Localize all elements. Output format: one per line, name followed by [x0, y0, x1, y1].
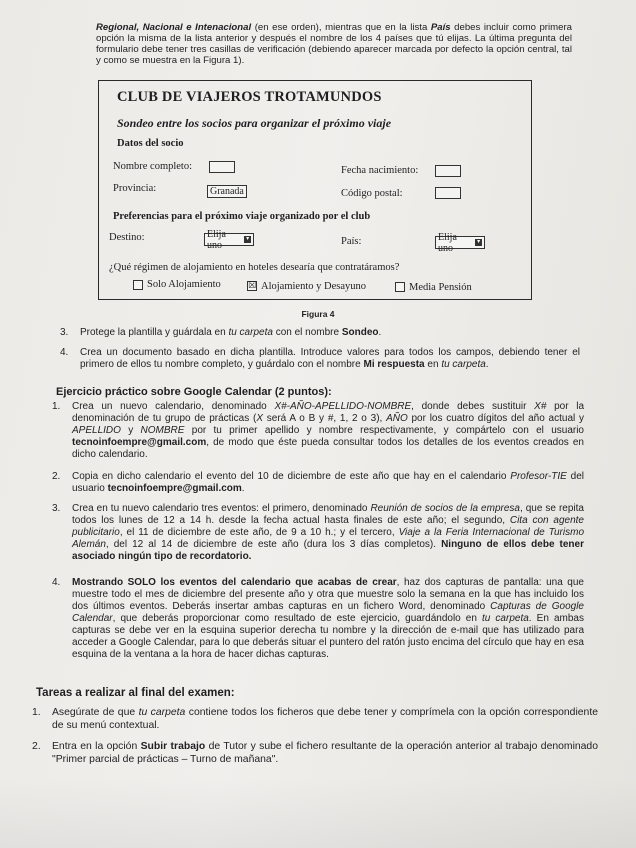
intro-paragraph	[96, 22, 572, 66]
option-label-alojamiento-desayuno: Alojamiento y Desayuno	[261, 281, 366, 292]
item-text: del usuario	[72, 471, 584, 494]
item-text-bold: Subir trabajo	[140, 741, 206, 752]
item-text-italic: APELLIDO	[72, 425, 121, 436]
item-text: , de modo que éste pueda consultar todos los detalles de los eventos creados en dicho calendario.	[72, 437, 584, 460]
label-destino: Destino:	[109, 232, 145, 243]
step-text: con el nombre	[272, 327, 342, 338]
item-text: contiene todos los ficheros que debe tener y comprímela con la opción correspondiente de su menú contextual.	[52, 707, 598, 731]
list-number: 3.	[60, 327, 69, 338]
intro-text-4: debes incluir como primera opción la misma de la lista anterior y después el nombre de los 4 países que tú elijas. La última pregunta del formulario debe tener tres casillas de verificación (debiendo aparecer marcada por defecto la opción central, tal y como se muestra en la Figura 1).	[96, 22, 572, 66]
intro-text-2: (en ese orden), mientras que en la lista	[251, 22, 431, 33]
list-number: 1.	[52, 401, 61, 412]
item-text-italic: Profesor-TIE	[510, 471, 567, 482]
list-number: 3.	[52, 503, 61, 514]
form-title: CLUB DE VIAJEROS TROTAMUNDOS	[117, 89, 382, 105]
item-text-italic: X	[256, 413, 263, 424]
provincia-value: Granada	[210, 186, 244, 197]
option-label-solo-alojamiento: Solo Alojamiento	[147, 279, 221, 290]
cp-field[interactable]	[435, 187, 461, 199]
item-text: , 1, 2 o 3),	[333, 413, 387, 424]
label-nombre: Nombre completo:	[113, 161, 193, 172]
fecha-field[interactable]	[435, 165, 461, 177]
item-text: , donde debes sustituir	[411, 401, 535, 412]
item-text: , haz dos capturas de pantalla: una que muestre todo el mes de diciembre del presente año y otra que muestre solo la semana en la que has incluido los dos últimos eventos. Deberás insertar ambas capturas en un fichero Word, denominado	[72, 577, 584, 612]
item-text: por los cuatro dígitos del año actual y	[407, 413, 584, 424]
item-text-italic: #	[327, 413, 334, 424]
destino-value: Elija uno	[207, 228, 226, 251]
intro-emphasis-1: Regional, Nacional e Intenacional	[96, 22, 252, 33]
item-text: de Tutor y sube el fichero resultante de la operación anterior al trabajo denominado "Primer parcial de prácticas – Turno de mañana".	[52, 741, 598, 765]
label-cp: Código postal:	[341, 188, 403, 199]
label-pais: País:	[341, 236, 362, 247]
step-text: .	[485, 359, 489, 370]
step-text-italic: tu carpeta	[441, 359, 486, 370]
step-text-bold: Sondeo	[341, 327, 379, 338]
item-text-italic: tu carpeta	[138, 707, 186, 718]
label-provincia: Provincia:	[113, 183, 157, 194]
checkbox-solo-alojamiento[interactable]	[133, 280, 143, 290]
item-text-italic: Reunión de socios de la empresa	[370, 503, 520, 514]
item-text: Entra en la opción	[52, 741, 141, 752]
item-text: y	[120, 425, 141, 436]
item-text-bold: Mostrando SOLO los eventos del calendario que acabas de crear	[72, 577, 397, 588]
list-number: 4.	[60, 347, 69, 358]
item-text: será A o B y	[263, 413, 328, 424]
dropdown-arrow-icon: ▾	[477, 239, 481, 245]
form-subtitle: Sondeo entre los socios para organizar el próximo viaje	[117, 116, 392, 130]
provincia-field[interactable]	[207, 185, 247, 198]
item-text: , que deberás proporcionar como resultado de este ejercicio, guardándolo en	[112, 613, 483, 624]
step-text: .	[378, 327, 382, 338]
item-text: Crea un nuevo calendario, denominado	[72, 401, 275, 412]
item-text: Copia en dicho calendario el evento del 10 de diciembre de este año que hay en el calendario	[72, 471, 511, 482]
section-preferencias: Preferencias para el próximo viaje organizado por el club	[113, 211, 371, 222]
nombre-field[interactable]	[209, 161, 235, 173]
item-text-italic: tu carpeta	[482, 613, 529, 624]
item-text-italic: AÑO	[386, 413, 408, 424]
item-text-italic: X#-AÑO-APELLIDO-NOMBRE	[274, 401, 412, 412]
step-text-italic: tu carpeta	[228, 327, 273, 338]
label-fecha: Fecha nacimiento:	[341, 165, 419, 176]
list-number: 2.	[32, 741, 41, 752]
dropdown-arrow-icon: ▾	[246, 236, 250, 242]
item-text: .	[241, 483, 245, 494]
item-text-bold: Ninguno de ellos debe tener asociado ningún tipo de recordatorio.	[72, 539, 584, 562]
step-text-bold: Mi respuesta	[363, 359, 425, 370]
step-text: en	[424, 359, 442, 370]
checkbox-alojamiento-desayuno[interactable]: ☒	[248, 281, 257, 291]
pais-value: Elija uno	[438, 231, 457, 254]
calendar-heading: Ejercicio práctico sobre Google Calendar (2 puntos):	[56, 386, 332, 398]
item-text-bold: tecnoinfoempre@gmail.com	[107, 483, 242, 494]
photo-shadow	[0, 778, 636, 848]
item-text-italic: NOMBRE	[140, 425, 185, 436]
item-text: . En ambas capturas se debe ver en la esquina superior derecha tu nombre y la dirección de e-mail que has utilizado para acceder a Google Calendar, para lo que deberás situar el puntero del ratón justo encima del círculo que hay en esa esquina de la ventana a la hora de hacer dichas capturas.	[72, 613, 584, 660]
item-text-italic: Cita con agente publicitario	[72, 515, 584, 538]
checkbox-media-pension[interactable]	[395, 282, 405, 292]
step-text: Protege la plantilla y guárdala en	[80, 327, 229, 338]
item-text: , el 11 de diciembre de este año, de 9 a 10 h.; y el tercero,	[119, 527, 399, 538]
item-text: Crea en tu nuevo calendario tres eventos: el primero, denominado	[72, 503, 371, 514]
item-text: , del 12 al 14 de diciembre de este año (dura los 3 días completos).	[105, 539, 442, 550]
list-number: 4.	[52, 577, 61, 588]
item-text-bold: tecnoinfoempre@gmail.com	[72, 437, 207, 448]
item-text-italic: Capturas de Google Calendar	[72, 601, 584, 624]
alojamiento-question: ¿Qué régimen de alojamiento en hoteles desearía que contratáramos?	[109, 262, 400, 273]
destino-select[interactable]	[204, 228, 254, 251]
item-text: Asegúrate de que	[52, 707, 139, 718]
figure-caption: Figura 4	[301, 309, 335, 319]
section-socio: Datos del socio	[117, 138, 184, 149]
item-text: por la denominación de tu grupo de prácticas (	[72, 401, 585, 424]
item-text: , que se repita todos los lunes de 12 a 14 h. desde la fecha actual hasta finales de este año; el segundo,	[72, 503, 584, 526]
item-text-italic: Viaje a la Feria Internacional de Turismo Alemán	[72, 527, 585, 550]
final-heading: Tareas a realizar al final del examen:	[36, 687, 235, 699]
step-text: Crea un documento basado en dicha plantilla. Introduce valores para todos los campos, debiendo tener el primero de ellos tu nombre completo, y guárdalo con el nombre	[80, 347, 580, 370]
item-text: por tu primer apellido y nombre respectivamente, y compártelo con el usuario	[184, 425, 584, 436]
intro-emphasis-2: País	[430, 22, 451, 33]
item-text-italic: X#	[534, 401, 547, 412]
list-number: 2.	[52, 471, 61, 482]
option-label-media-pension: Media Pensión	[409, 282, 472, 293]
pais-select[interactable]	[435, 231, 485, 254]
form-figure	[98, 80, 532, 300]
list-number: 1.	[32, 707, 41, 718]
